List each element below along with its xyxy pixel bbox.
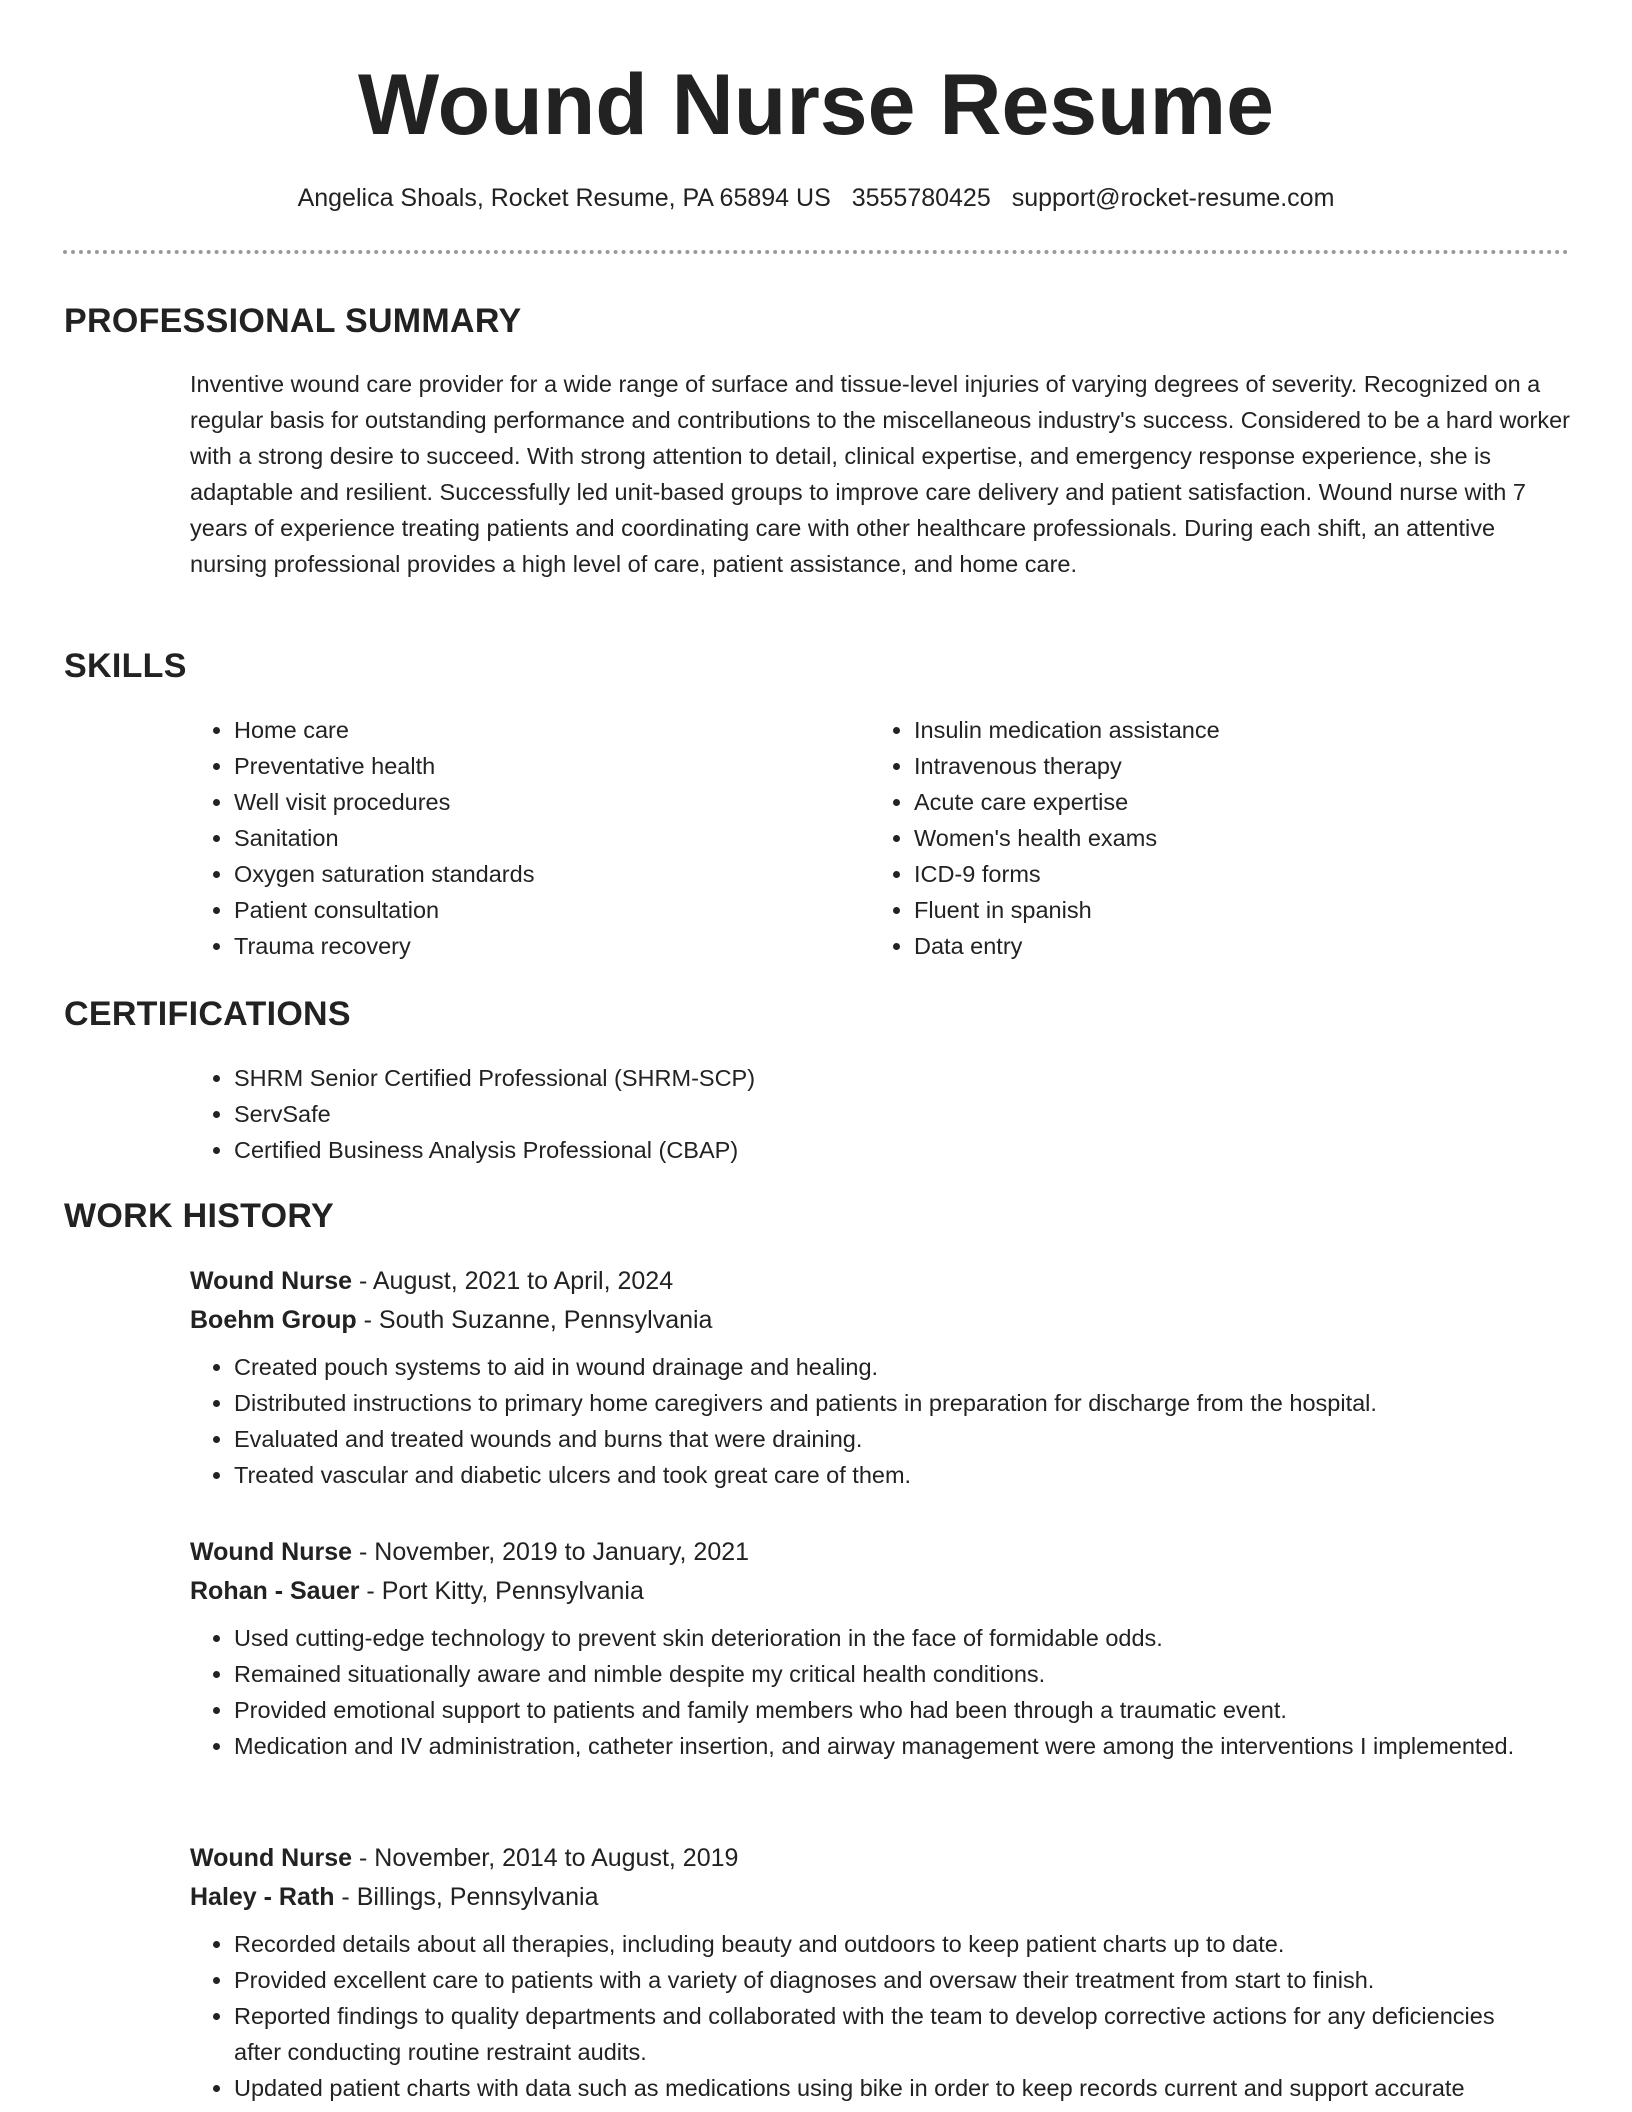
summary-heading: PROFESSIONAL SUMMARY	[64, 302, 522, 340]
certifications-heading: CERTIFICATIONS	[64, 995, 351, 1033]
job-duty: • Updated patient charts with data such as medications using bike in order to keep records current and support accurate	[234, 2070, 1534, 2106]
contact-info	[0, 180, 1632, 216]
skill-item: • Intravenous therapy	[914, 748, 1510, 784]
certification-item: • SHRM Senior Certified Professional (SHRM-SCP)	[234, 1060, 1490, 1096]
job-duty: • Evaluated and treated wounds and burns that were draining.	[234, 1421, 1534, 1457]
job-company: Boehm Group	[190, 1306, 357, 1334]
job-duty: • Recorded details about all therapies, including beauty and outdoors to keep patient charts up to date.	[234, 1926, 1534, 1962]
job-duty: • Provided excellent care to patients with a variety of diagnoses and oversaw their treatment from start to finish.	[234, 1962, 1534, 1998]
job-company-line	[190, 1878, 1570, 1917]
skill-item: • Oxygen saturation standards	[234, 856, 830, 892]
skill-item: • Acute care expertise	[914, 784, 1510, 820]
skill-item: • Preventative health	[234, 748, 830, 784]
contact-email: support@rocket-resume.com	[1011, 184, 1335, 212]
job-entry	[190, 1533, 1570, 1764]
job-entry	[190, 1262, 1570, 1493]
skill-item: • Home care	[234, 712, 830, 748]
job-location: - South Suzanne, Pennsylvania	[356, 1306, 713, 1334]
job-title: Wound Nurse	[190, 1844, 353, 1872]
skill-item: • ICD-9 forms	[914, 856, 1510, 892]
certifications-block	[190, 1060, 1490, 1168]
job-duties-list	[190, 1926, 1570, 2106]
job-duties-list	[190, 1349, 1570, 1493]
job-company: Rohan - Sauer	[190, 1577, 360, 1605]
header-divider	[63, 250, 1569, 254]
job-location: - Port Kitty, Pennsylvania	[359, 1577, 644, 1605]
job-entry	[190, 1839, 1570, 2106]
skill-item: • Fluent in spanish	[914, 892, 1510, 928]
job-dates: - November, 2019 to January, 2021	[352, 1538, 750, 1566]
job-title: Wound Nurse	[190, 1538, 353, 1566]
skill-item: • Patient consultation	[234, 892, 830, 928]
job-dates: - August, 2021 to April, 2024	[352, 1267, 674, 1295]
job-duty: • Remained situationally aware and nimble despite my critical health conditions.	[234, 1656, 1534, 1692]
job-duty: • Provided emotional support to patients and family members who had been through a traumatic event.	[234, 1692, 1534, 1728]
certifications-list	[190, 1060, 1490, 1168]
skills-heading: SKILLS	[64, 647, 187, 685]
job-title: Wound Nurse	[190, 1267, 353, 1295]
job-duty: • Created pouch systems to aid in wound drainage and healing.	[234, 1349, 1534, 1385]
job-duty: • Treated vascular and diabetic ulcers and took great care of them.	[234, 1457, 1534, 1493]
job-dates: - November, 2014 to August, 2019	[352, 1844, 739, 1872]
job-duty: • Distributed instructions to primary home caregivers and patients in preparation for discharge from the hospital.	[234, 1385, 1534, 1421]
skill-item: • Sanitation	[234, 820, 830, 856]
summary-text: Inventive wound care provider for a wide range of surface and tissue-level injuries of varying degrees of severity. Recognized on a regular basis for outstanding performance and contributions to the miscellaneous industry's success. Considered to be a hard worker with a strong desire to succeed. With strong attention to detail, clinical expertise, and emergency response experience, she is adaptable and resilient. Successfully led unit-based groups to improve care delivery and patient satisfaction. Wound nurse with 7 years of experience treating patients and coordinating care with other healthcare professionals. During each shift, an attentive nursing professional provides a high level of care, patient assistance, and home care.	[190, 371, 1570, 577]
job-duties-list	[190, 1620, 1570, 1764]
skills-list-left	[190, 712, 830, 964]
job-title-line	[190, 1262, 1570, 1301]
skill-item: • Insulin medication assistance	[914, 712, 1510, 748]
job-company-line	[190, 1572, 1570, 1611]
skills-list-right	[870, 712, 1510, 964]
skills-column-left	[190, 712, 830, 964]
job-duty: • Reported findings to quality departments and collaborated with the team to develop corrective actions for any deficiencies after conducting routine restraint audits.	[234, 1998, 1534, 2070]
job-duty: • Used cutting-edge technology to prevent skin deterioration in the face of formidable odds.	[234, 1620, 1534, 1656]
certification-item: • Certified Business Analysis Professional (CBAP)	[234, 1132, 1490, 1168]
job-location: - Billings, Pennsylvania	[334, 1883, 599, 1911]
job-title-line	[190, 1839, 1570, 1878]
skill-item: • Well visit procedures	[234, 784, 830, 820]
contact-phone: 3555780425	[851, 184, 991, 212]
contact-address: Angelica Shoals, Rocket Resume, PA 65894 US	[297, 184, 831, 212]
skills-column-right	[870, 712, 1510, 964]
job-title-line	[190, 1533, 1570, 1572]
skill-item: • Data entry	[914, 928, 1510, 964]
certification-item: • ServSafe	[234, 1096, 1490, 1132]
job-company: Haley - Rath	[190, 1883, 335, 1911]
page-title: Wound Nurse Resume	[358, 57, 1274, 153]
skill-item: • Women's health exams	[914, 820, 1510, 856]
job-company-line	[190, 1301, 1570, 1340]
work-history-heading: WORK HISTORY	[64, 1197, 334, 1235]
job-duty: • Medication and IV administration, catheter insertion, and airway management were among the interventions I implemented.	[234, 1728, 1534, 1764]
skill-item: • Trauma recovery	[234, 928, 830, 964]
